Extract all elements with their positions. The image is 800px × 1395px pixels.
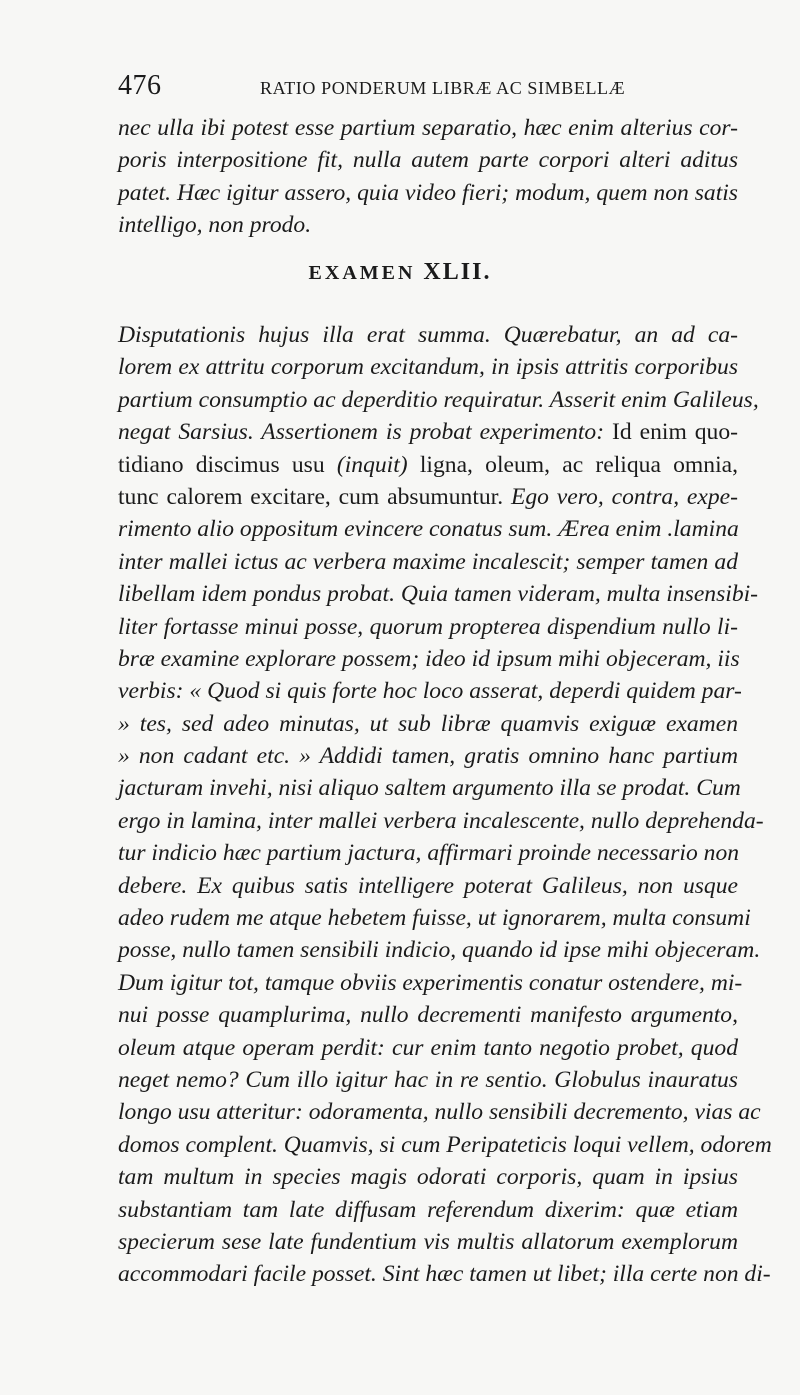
text-segment: substantiam tam late diffusam referendum dixerim: quæ etiam xyxy=(118,1196,738,1223)
text-line xyxy=(118,837,738,869)
text-line xyxy=(118,416,738,448)
text-segment: debere. Ex quibus satis intelligere poterat Galileus, non usque xyxy=(118,872,738,899)
text-line xyxy=(118,513,738,545)
text-line xyxy=(118,112,738,144)
text-segment: specierum sese late fundentium vis multis allatorum exemplorum xyxy=(118,1228,738,1255)
text-segment: adeo rudem me atque hebetem fuisse, ut ignorarem, multa consumi xyxy=(118,905,751,932)
text-line xyxy=(118,578,759,610)
text-segment: » tes, sed adeo minutas, ut sub libræ quamvis exiguæ examen xyxy=(118,710,738,737)
text-line xyxy=(118,546,738,578)
section-heading-word: EXAMEN xyxy=(308,262,416,284)
text-line xyxy=(118,611,738,643)
text-segment: tur indicio hæc partium jactura, affirmari proinde necessario non xyxy=(118,840,740,867)
text-segment: intelligo, non prodo. xyxy=(118,212,312,239)
text-line xyxy=(118,675,742,707)
text-segment: partium consumptio ac deperditio requiratur. Asserit enim Galileus, xyxy=(118,386,759,413)
section-heading-numeral: XLII. xyxy=(423,259,492,285)
text-line xyxy=(118,643,738,675)
text-line xyxy=(118,772,741,804)
text-line xyxy=(118,481,738,513)
page-header xyxy=(118,66,738,106)
text-segment: Id enim quo- xyxy=(612,419,739,446)
text-segment: domos complent. Quamvis, si cum Peripateticis loqui vellem, odorem xyxy=(118,1131,772,1158)
text-line xyxy=(118,177,738,209)
text-line xyxy=(118,1226,738,1258)
text-segment: Ego vero, contra, expe- xyxy=(510,483,739,510)
text-segment: libellam idem pondus probat. Quia tamen videram, multa insensibi- xyxy=(118,581,759,608)
text-segment: (inquit) xyxy=(336,451,408,478)
text-line xyxy=(118,1129,772,1161)
text-segment: oleum atque operam perdit: cur enim tanto negotio probet, quod xyxy=(118,1034,738,1061)
text-segment: posse, nullo tamen sensibili indicio, quando id ipse mihi objeceram. xyxy=(118,937,761,964)
text-line xyxy=(118,967,743,999)
text-segment: neget nemo? Cum illo igitur hac in re sentio. Globulus inauratus xyxy=(118,1066,738,1093)
paragraph-continued xyxy=(118,112,738,242)
text-line xyxy=(118,384,759,416)
text-line xyxy=(118,870,738,902)
text-line xyxy=(118,1032,738,1064)
text-line xyxy=(118,319,738,351)
text-line xyxy=(118,740,738,772)
text-line xyxy=(118,708,738,740)
text-segment: bræ examine explorare possem; ideo id ipsum mihi objeceram, iis xyxy=(118,645,740,672)
text-segment: accommodari facile posset. Sint hæc tamen ut libet; illa certe non di- xyxy=(118,1261,771,1288)
text-line xyxy=(118,449,738,481)
text-segment: lorem ex attritu corporum excitandum, in ipsis attritis corporibus xyxy=(118,354,738,381)
text-segment: liter fortasse minui posse, quorum propterea dispendium nullo li- xyxy=(118,613,738,640)
text-line xyxy=(118,1064,738,1096)
running-title: RATIO PONDERUM LIBRÆ AC SIMBELLÆ xyxy=(260,78,626,98)
text-line xyxy=(118,1194,738,1226)
section-heading xyxy=(0,259,800,286)
text-segment: verbis: « Quod si quis forte hoc loco asserat, deperdi quidem par- xyxy=(118,678,742,705)
text-segment: tidiano discimus usu xyxy=(118,451,337,478)
text-segment: rimento alio oppositum evincere conatus sum. Ærea enim .lamina xyxy=(118,516,739,543)
text-line xyxy=(118,934,761,966)
text-line xyxy=(118,902,751,934)
text-segment: longo usu atteritur: odoramenta, nullo sensibili decremento, vias ac xyxy=(118,1099,761,1126)
text-line xyxy=(118,1258,771,1290)
text-segment: » non cadant etc. » Addidi tamen, gratis omnino hanc partium xyxy=(118,743,738,770)
text-segment: Disputationis hujus illa erat summa. Quærebatur, an ad ca- xyxy=(118,322,738,348)
text-segment: nec ulla ibi potest esse partium separatio, hæc enim alterius cor- xyxy=(118,115,738,141)
text-line xyxy=(118,209,738,241)
text-segment: inter mallei ictus ac verbera maxime incalescit; semper tamen ad xyxy=(118,548,738,575)
text-line xyxy=(118,805,764,837)
text-segment: tam multum in species magis odorati corporis, quam in ipsius xyxy=(118,1164,738,1191)
text-line xyxy=(118,1096,761,1128)
text-segment: poris interpositione fit, nulla autem parte corpori alteri aditus xyxy=(118,147,738,174)
page-number: 476 xyxy=(118,70,162,101)
text-line xyxy=(118,1161,738,1193)
text-line xyxy=(118,999,738,1031)
text-segment: negat Sarsius. Assertionem is probat experimento: xyxy=(118,419,613,446)
text-line xyxy=(118,351,738,383)
paragraph-examen-42 xyxy=(118,319,772,1291)
text-segment: ergo in lamina, inter mallei verbera incalescente, nullo deprehenda- xyxy=(118,807,764,834)
text-segment: nui posse quamplurima, nullo decrementi manifesto argumento, xyxy=(118,1002,738,1029)
text-segment: patet. Hæc igitur assero, quia video fieri; modum, quem non satis xyxy=(118,179,738,206)
text-line xyxy=(118,144,738,176)
text-segment: tunc calorem excitare, cum absumuntur. xyxy=(118,483,511,510)
text-segment: Dum igitur tot, tamque obviis experimentis conatur ostendere, mi- xyxy=(118,969,743,996)
text-segment: ligna, oleum, ac reliqua omnia, xyxy=(407,451,739,478)
text-segment: jacturam invehi, nisi aliquo saltem argumento illa se prodat. Cum xyxy=(118,775,741,802)
